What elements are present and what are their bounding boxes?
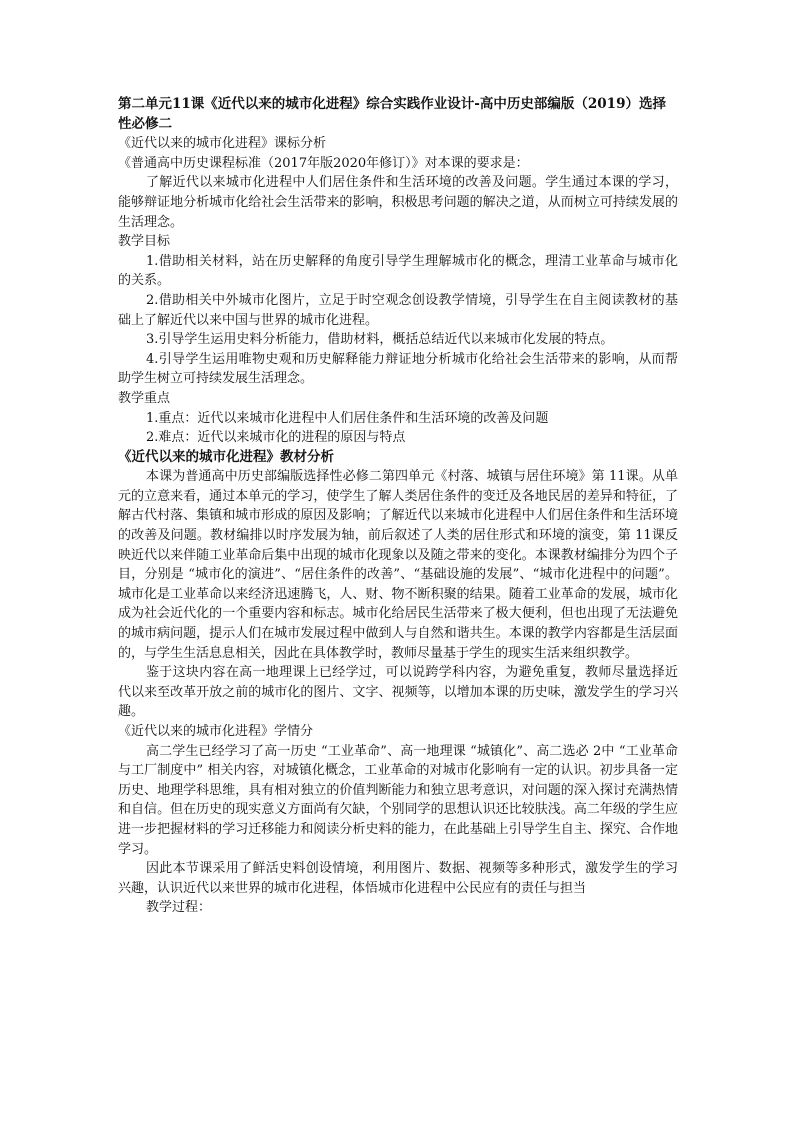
curriculum-requirement-paragraph: 了解近代以来城市化进程中人们居住条件和生活环境的改善及问题。学生通过本课的学习，能够辩证地分析城市化给社会生活带来的影响，积极思考问题的解决之道，从而树立可持续发展的生活理念。: [118, 175, 678, 230]
teaching-goal-item: 3.引导学生运用史料分析能力，借助材料，概括总结近代以来城市化发展的特点。: [146, 332, 614, 348]
teaching-goal-item: 4.引导学生运用唯物史观和历史解释能力辩证地分析城市化给社会生活带来的影响，从而帮助学生树立可持续发展生活理念。: [118, 351, 678, 387]
teaching-goal-item: 1.借助相关材料，站在历史解释的角度引导学生理解城市化的概念，理清工业革命与城市化的关系。: [118, 253, 678, 289]
textbook-analysis-paragraph: 鉴于这块内容在高一地理课上已经学过，可以说跨学科内容，为避免重复，教师尽量选择近代以来至改革开放之前的城市化的图片、文字、视频等，以增加本课的历史味，激发学生的学习兴趣。: [118, 665, 678, 720]
student-analysis-heading: 《近代以来的城市化进程》学情分: [118, 724, 314, 739]
teaching-focus-item: 1.重点：近代以来城市化进程中人们居住条件和生活环境的改善及问题: [146, 410, 549, 426]
student-analysis-paragraph: 因此本节课采用了鲜活史料创设情境，利用图片、数据、视频等多种形式，激发学生的学习兴趣，认识近代以来世界的城市化进程，体悟城市化进程中公民应有的责任与担当: [118, 861, 678, 896]
curriculum-analysis-heading: 《近代以来的城市化进程》课标分析: [118, 136, 327, 152]
teaching-process-label: 教学过程：: [146, 900, 212, 916]
document-page: [118, 95, 678, 918]
teaching-focus-heading: 教学重点: [118, 390, 171, 406]
student-analysis-paragraph: 高二学生已经学习了高一历史 “工业革命”、高一地理课 “城镇化”、高二选必 2中 “工业革命与工厂制度中” 相关内容，对城镇化概念，工业革命的对城市化影响有一定的认识。初步具备一定历史、地理学科思维，具有相对独立的价值判断能力和独立思考意识，对问题的深入探讨充满热情和自信。但在历史的现实意义方面尚有欠缺，个别同学的思想认识还比较肤浅。高二年级的学生应进一步把握材料的学习迁移能力和阅读分析史料的能力，在此基础上引导学生自主、探究、合作地学习。: [118, 743, 678, 857]
teaching-goal-item: 2.借助相关中外城市化图片，立足于时空观念创设教学情境，引导学生在自主阅读教材的基础上了解近代以来中国与世界的城市化进程。: [118, 292, 678, 328]
teaching-goals-heading: 教学目标: [118, 234, 171, 250]
textbook-analysis-paragraph: 本课为普通高中历史部编版选择性必修二第四单元《村落、城镇与居住环境》第 11课。从单元的立意来看，通过本单元的学习，使学生了解人类居住条件的变迁及各地民居的差异和特征，了解古代村落、集镇和城市形成的原因及影响；了解近代以来城市化进程中人们居住条件和生活环境的改善及问题。教材编排以时序发展为轴，前后叙述了人类的居住形式和环境的演变，第 11课反映近代以来伴随工业革命后集中出现的城市化现象以及随之带来的变化。本课教材编排分为四个子目，分别是 “城市化的演进”、“居住条件的改善”、“基础设施的发展”、“城市化进程中的问题”。城市化是工业革命以来经济迅速腾飞，人、财、物不断积聚的结果。随着工业革命的发展，城市化成为社会近代化的一个重要内容和标志。城市化给居民生活带来了极大便利，但也出现了无法避免的城市病问题，提示人们在城市发展过程中做到人与自然和谐共生。本课的教学内容都是生活层面的，与学生生活息息相关，因此在具体教学时，教师尽量基于学生的现实生活来组织教学。: [118, 469, 678, 661]
curriculum-standard-intro: 《普通高中历史课程标准（2017年版2020年修订）》对本课的要求是：: [118, 155, 529, 171]
teaching-focus-item: 2.难点：近代以来城市化的进程的原因与特点: [146, 430, 406, 446]
textbook-analysis-heading: 《近代以来的城市化进程》教材分析: [118, 448, 334, 465]
document-title: 第二单元11课《近代以来的城市化进程》综合实践作业设计-高中历史部编版（2019）选择性必修二: [118, 96, 666, 132]
